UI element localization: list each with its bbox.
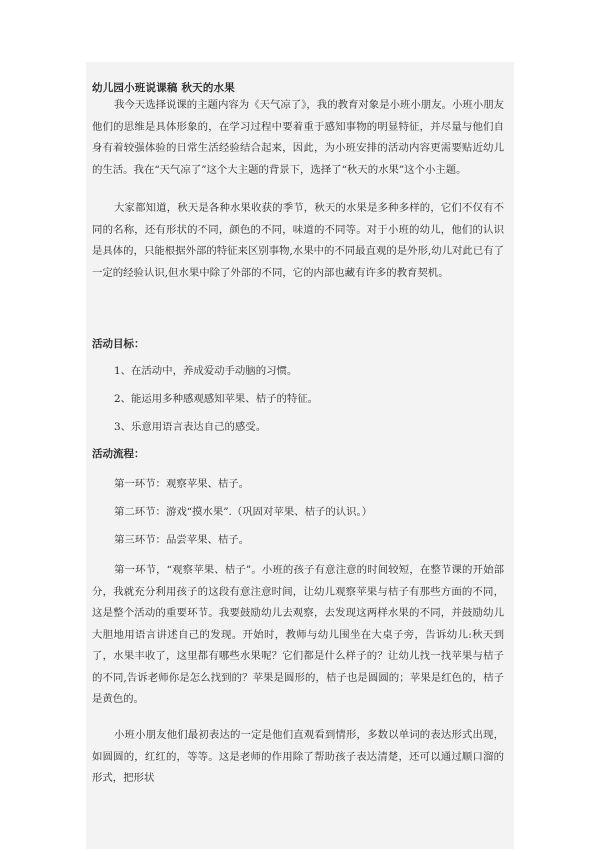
goal-item: 3、乐意用语言表达自己的感受。 <box>114 421 267 433</box>
final-paragraph: 小班小朋友他们最初表达的一定是他们直观看到情形，多数以单词的表达形式出现，如圆圆的，红红的，等等。这是老师的作用除了帮助孩子表达清楚，还可以通过顺口溜的形式，把形状 <box>92 729 504 784</box>
background-paragraph: 大家都知道，秋天是各种水果收获的季节，秋天的水果是多种多样的，它们不仅有不同的名称，还有形状的不同，颜色的不同，味道的不同等。对于小班的幼儿，他们的认识是具体的，只能根据外部的特征来区别事物,水果中的不同最直观的是外形,幼儿对此已有了一定的经验认识,但水果中除了外部的不同，它的内部也藏有许多的教育契机。 <box>92 202 504 279</box>
goal-item: 1、在活动中，养成爱动手动脑的习惯。 <box>114 365 298 377</box>
step-item: 第一环节：观察苹果、桔子。 <box>114 478 250 490</box>
document-title: 幼儿园小班说课稿 秋天的水果 <box>92 82 235 94</box>
step-item: 第二环节：游戏“摸水果”.（巩固对苹果、桔子的认识。） <box>114 506 373 518</box>
step1-paragraph: 第一环节，“观察苹果、桔子”。小班的孩子有意注意的时间较短，在整节课的开始部分，我就充分利用孩子的这段有意注意时间，让幼儿观察苹果与桔子有那些方面的不同，这是整个活动的重要环节。我要鼓励幼儿去观察，去发现这两样水果的不同，并鼓励幼儿大胆地用语言讲述自己的发现。开始时，教师与幼儿围坐在大桌子旁，告诉幼儿:秋天到了，水果丰收了，这里都有哪些水果呢？它们都是什么样子的？让幼儿找一找苹果与桔子的不同,告诉老师你是怎么找到的？苹果是圆形的，桔子也是圆圆的；苹果是红色的，桔子是黄色的。 <box>92 564 504 705</box>
intro-paragraph: 我今天选择说课的主题内容为《天气凉了》，我的教育对象是小班小朋友。小班小朋友他们的思维是具体形象的，在学习过程中要着重于感知事物的明显特征，并尽量与他们自身有着较强体验的日常生活经验结合起来，因此，为小班安排的活动内容更需要贴近幼儿的生活。我在“天气凉了”这个大主题的背景下，选择了“秋天的水果”这个小主题。 <box>92 99 504 176</box>
goals-heading: 活动目标： <box>92 338 145 350</box>
goal-item: 2、能运用多种感观感知苹果、桔子的特征。 <box>114 393 319 405</box>
document-page <box>86 62 514 849</box>
step-item: 第三环节：品尝苹果、桔子。 <box>114 534 250 546</box>
process-heading: 活动流程： <box>92 448 145 460</box>
